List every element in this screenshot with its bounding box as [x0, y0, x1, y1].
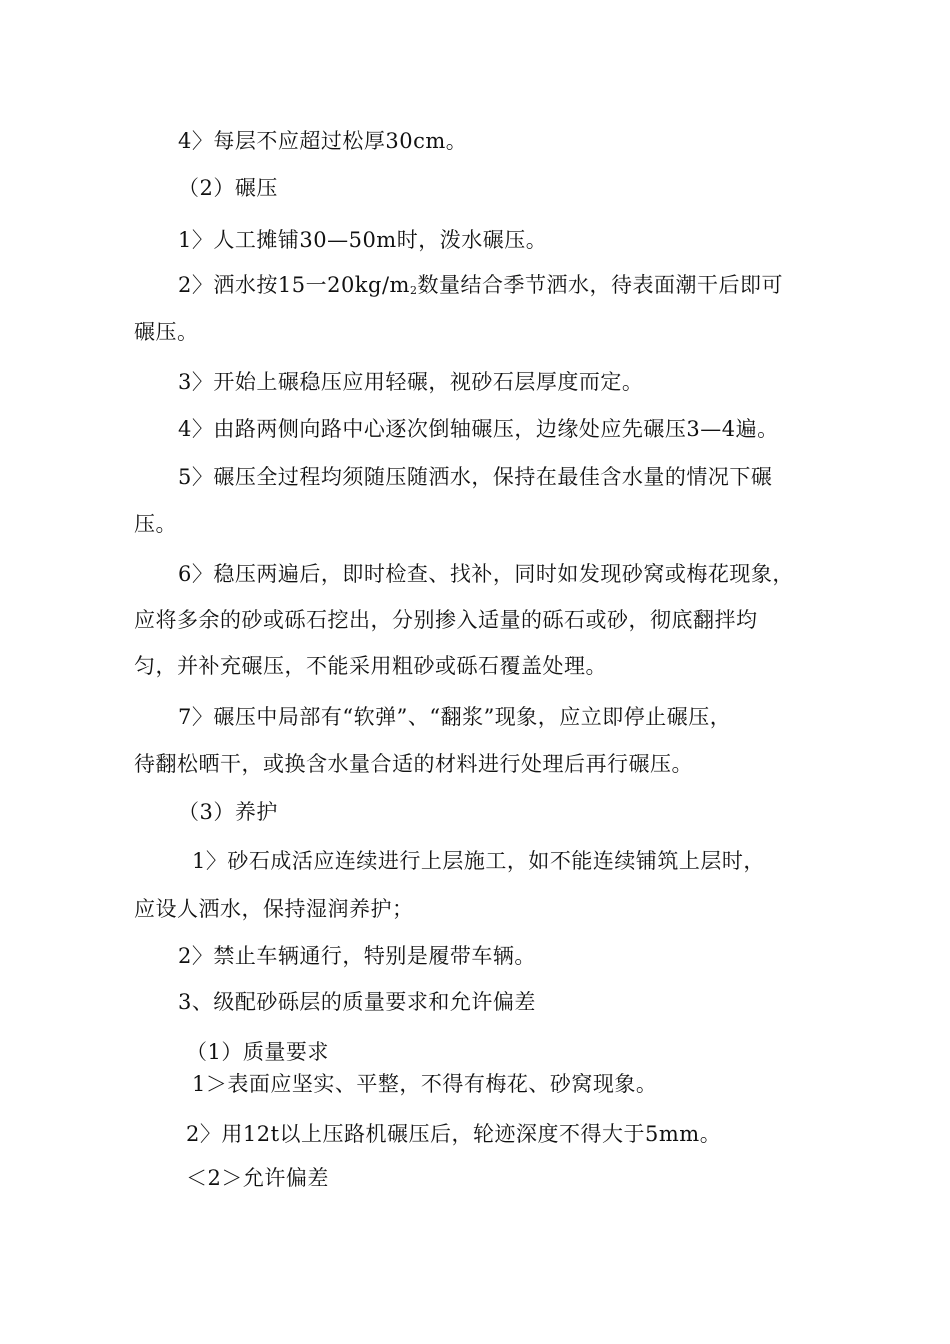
text-line: 3〉开始上碾稳压应用轻碾，视砂石层厚度而定。 — [178, 370, 644, 394]
subscript: 2 — [409, 284, 418, 297]
section-heading: 3、级配砂砾层的质量要求和允许偏差 — [178, 990, 536, 1014]
text-line — [178, 271, 783, 305]
text-line: 1〉人工摊铺30—50m时，泼水碾压。 — [178, 228, 548, 252]
text-segment: 数量结合季节洒水，待表面潮干后即可 — [417, 273, 783, 297]
text-line: 压。 — [134, 512, 177, 536]
text-line: 应将多余的砂或砾石挖出，分别掺入适量的砾石或砂，彻底翻拌均 — [134, 608, 758, 632]
text-line: 1〉砂石成活应连续进行上层施工，如不能连续铺筑上层时， — [192, 849, 765, 873]
section-heading: （3）养护 — [178, 800, 278, 824]
text-line: 应设人洒水，保持湿润养护； — [134, 897, 414, 921]
text-line: 1＞表面应坚实、平整，不得有梅花、砂窝现象。 — [192, 1072, 658, 1096]
text-line: 匀，并补充碾压，不能采用粗砂或砾石覆盖处理。 — [134, 654, 607, 678]
text-line: 碾压。 — [134, 320, 199, 344]
section-heading: （1）质量要求 — [186, 1040, 329, 1064]
text-line: 待翻松晒干，或换含水量合适的材料进行处理后再行碾压。 — [134, 752, 693, 776]
text-line: 4〉每层不应超过松厚30cm。 — [178, 129, 468, 153]
text-segment: 2〉洒水按15一20kg/m — [178, 273, 410, 297]
text-line: 4〉由路两侧向路中心逐次倒轴碾压，边缘处应先碾压3—4遍。 — [178, 417, 779, 441]
text-line: 5〉碾压全过程均须随压随洒水，保持在最佳含水量的情况下碾 — [178, 465, 773, 489]
text-line: 6〉稳压两遍后，即时检查、找补，同时如发现砂窝或梅花现象， — [178, 562, 794, 586]
text-line: 2〉禁止车辆通行，特别是履带车辆。 — [178, 944, 536, 968]
text-line: 7〉碾压中局部有“软弹”、“翻浆”现象，应立即停止碾压， — [178, 705, 732, 729]
text-line: 2〉用12t以上压路机碾压后，轮迹深度不得大于5mm。 — [186, 1122, 722, 1146]
section-heading: ＜2＞允许偏差 — [186, 1166, 329, 1190]
section-heading: （2）碾压 — [178, 176, 278, 200]
